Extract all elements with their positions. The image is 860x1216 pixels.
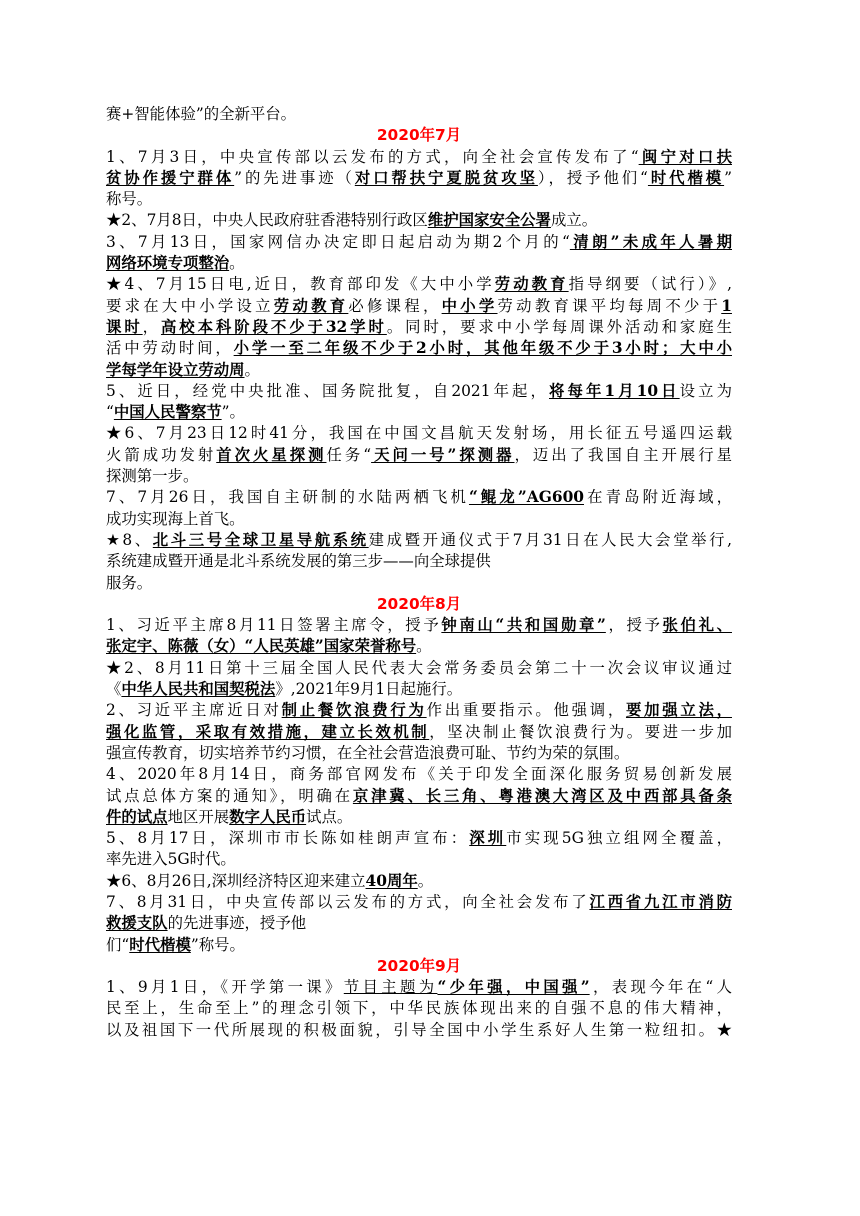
highlighted-keyword: 要加强立法， — [625, 701, 732, 720]
text-line — [106, 509, 732, 530]
text-line — [106, 338, 732, 359]
text-segment: 强宣传教育，切实培养节约习惯，在全社会营造浪费可耻、节约为荣的氛围。 — [106, 743, 630, 762]
highlighted-keyword: 40周年 — [365, 871, 418, 890]
highlighted-keyword: 中国人民警察节 — [113, 403, 222, 422]
text-line — [106, 210, 732, 231]
text-line — [106, 402, 732, 423]
text-line — [106, 466, 732, 487]
highlighted-keyword: 1 — [721, 296, 732, 315]
text-segment: 《 — [106, 680, 122, 699]
text-segment: ”的先进事迹（ — [234, 168, 355, 187]
text-segment: 探测第一步。 — [106, 467, 199, 486]
text-segment: 试点。 — [306, 807, 353, 826]
text-segment: ”。 — [221, 403, 245, 422]
highlighted-keyword: 时代楷模 — [129, 935, 191, 954]
text-segment: 要求在大中小学设立 — [106, 296, 274, 315]
text-line — [106, 786, 732, 807]
text-line — [106, 764, 732, 785]
highlighted-keyword: 学每学年设立劳动周 — [106, 360, 245, 379]
text-segment: 们“ — [106, 935, 130, 954]
text-segment: 7、7月26日，我国自主研制的水陆两栖飞机 — [106, 488, 469, 507]
highlighted-keyword: 课时 — [106, 317, 143, 336]
highlighted-keyword: 维护国家安全公署 — [427, 211, 551, 230]
text-segment: 。 — [416, 637, 432, 656]
text-segment: 在青岛附近海域， — [584, 488, 732, 507]
text-segment: 的先进事迹，授予他 — [167, 914, 307, 933]
text-segment: 。 — [244, 360, 260, 379]
underlined-text: 节目主题为 — [343, 978, 438, 997]
highlighted-keyword: 制止餐饮浪费行为 — [281, 701, 427, 720]
text-line — [106, 722, 732, 743]
text-segment: ），授予他们“ — [537, 168, 648, 187]
text-line — [106, 360, 732, 381]
document-page — [106, 104, 732, 1041]
highlighted-keyword: 深圳 — [469, 829, 507, 848]
text-segment: 任务“ — [326, 445, 372, 464]
highlighted-keyword: 张伯礼、 — [662, 616, 732, 635]
text-line — [106, 658, 732, 679]
text-segment: ， — [142, 317, 161, 336]
highlighted-keyword: 网络环境专项整治 — [106, 254, 230, 273]
text-segment: 2020年7月 — [376, 126, 462, 145]
text-line — [106, 551, 732, 572]
text-segment: 3、7月13日，国家网信办决定即日起启动为期2个月的“ — [106, 232, 570, 251]
highlighted-keyword: 张定宇、陈薇（女）“人民英雄”国家荣誉称号 — [106, 637, 417, 656]
text-line — [106, 1020, 732, 1041]
text-line — [106, 423, 732, 444]
text-line — [106, 487, 732, 508]
highlighted-keyword: “少年强，中国强” — [437, 978, 590, 997]
text-line — [106, 998, 732, 1019]
text-line — [106, 977, 732, 998]
text-line — [106, 935, 732, 956]
text-line — [106, 296, 732, 317]
text-line — [106, 147, 732, 168]
text-segment: ”称号。 — [190, 935, 245, 954]
highlighted-keyword: 劳动教育 — [494, 275, 569, 294]
text-segment: 4、2020年8月14日，商务部官网发布《关于印发全面深化服务贸易创新发展 — [106, 765, 732, 784]
month-heading — [106, 956, 732, 977]
text-segment: ，迈出了我国自主开展行星 — [514, 445, 732, 464]
highlighted-keyword: 首次火星探测 — [216, 445, 327, 464]
highlighted-keyword: 京津冀、长三角、粤港澳大湾区及中西部具备条 — [352, 786, 732, 805]
highlighted-keyword: 小学一至二年级不少于2小时，其他年级不少于3小时；大中小 — [233, 339, 732, 358]
text-line — [106, 871, 732, 892]
highlighted-keyword: 将每年1月10日 — [549, 381, 680, 400]
highlighted-keyword: 件的试点 — [106, 807, 168, 826]
text-segment: 7、8月31日，中央宣传部以云发布的方式，向全社会发布了 — [106, 892, 590, 911]
text-segment: 必修课程， — [348, 296, 442, 315]
highlighted-keyword: 对口帮扶宁夏脱贫攻坚 — [354, 168, 538, 187]
text-segment: 以及祖国下一代所展现的积极面貌，引导全国中小学生系好人生第一粒纽扣。★ — [106, 1020, 732, 1039]
text-segment: ★4、7月15日电,近日，教育部印发《大中小学 — [106, 275, 495, 294]
text-segment: 赛+智能体验”的全新平台。 — [106, 105, 297, 123]
text-line — [106, 573, 732, 594]
text-line — [106, 232, 732, 253]
text-line — [106, 743, 732, 764]
text-segment: 地区开展 — [167, 807, 230, 826]
text-segment: ★2、8月11日第十三届全国人民代表大会常务委员会第二十一次会议审议通过 — [106, 658, 732, 677]
highlighted-keyword: 清朗”未成年人暑期 — [569, 232, 732, 251]
text-line — [106, 253, 732, 274]
highlighted-keyword: 天问一号”探测器 — [371, 445, 515, 464]
highlighted-keyword: 时代楷模 — [647, 168, 725, 187]
text-segment: 。 — [229, 254, 245, 273]
text-segment: 称号。 — [106, 190, 153, 209]
text-segment: ★6、7月23日12时41分，我国在中国文昌航天发射场，用长征五号遥四运载 — [106, 424, 732, 443]
text-line — [106, 168, 732, 189]
text-segment: 率先进入5G时代。 — [106, 850, 236, 869]
text-segment: 系统建成暨开通是北斗系统发展的第三步——向全球提供 — [106, 552, 491, 571]
text-line — [106, 530, 732, 551]
text-segment: 作出重要指示。他强调， — [426, 701, 626, 720]
text-segment: 1、习近平主席8月11日签署主席令，授予 — [106, 616, 442, 635]
month-heading — [106, 125, 732, 146]
text-segment: 劳动教育课平均每周不少于 — [497, 296, 722, 315]
text-line — [106, 636, 732, 657]
text-segment: ★8、 — [106, 530, 153, 549]
text-segment: ，坚决制止餐饮浪费行为。要进一步加 — [429, 722, 732, 741]
text-line — [106, 828, 732, 849]
text-segment: 火箭成功发射 — [106, 445, 217, 464]
text-segment: ★6、8月26日,深圳经济特区迎来建立 — [106, 871, 366, 890]
text-line — [106, 849, 732, 870]
month-heading — [106, 594, 732, 615]
highlighted-keyword: 江西省九江市消防 — [589, 892, 732, 911]
text-segment: 》,2021年9月1日起施行。 — [275, 680, 463, 699]
text-segment: 2、习近平主席近日对 — [106, 701, 282, 720]
text-segment: 。同时，要求中小学每周课外活动和家庭生 — [386, 317, 732, 336]
highlighted-keyword: 闽宁对口扶 — [638, 147, 732, 166]
text-segment: ★2、7月8日，中央人民政府驻香港特别行政区 — [106, 211, 428, 230]
highlighted-keyword: 数字人民币 — [229, 807, 307, 826]
highlighted-keyword: 救援支队 — [106, 914, 168, 933]
text-segment: ” — [724, 168, 732, 187]
text-segment: 。 — [417, 871, 434, 890]
highlighted-keyword: 北斗三号全球卫星导航系统 — [152, 530, 369, 549]
text-segment: 成立。 — [550, 211, 598, 230]
highlighted-keyword: 高校本科阶段不少于32学时 — [160, 317, 387, 336]
text-line — [106, 700, 732, 721]
text-line — [106, 913, 732, 934]
text-line — [106, 807, 732, 828]
text-segment: 服务。 — [106, 573, 153, 592]
highlighted-keyword: 中华人民共和国契税法 — [121, 680, 276, 699]
highlighted-keyword: 强化监管，采取有效措施，建立长效机制 — [106, 722, 430, 741]
text-line — [106, 445, 732, 466]
text-segment: 1、9月1日，《开学第一课》 — [106, 978, 344, 997]
text-segment: ，表现今年在“人 — [589, 978, 732, 997]
text-line — [106, 104, 732, 125]
text-line — [106, 615, 732, 636]
highlighted-keyword: 劳动教育 — [273, 296, 349, 315]
text-segment: 建成暨开通仪式于7月31日在人民大会堂举行, — [368, 530, 732, 549]
text-line — [106, 381, 732, 402]
text-segment: “ — [106, 403, 114, 422]
highlighted-keyword: 钟南山“共和国勋章” — [441, 616, 606, 635]
text-segment: 试点总体方案的通知》，明确在 — [106, 786, 353, 805]
text-line — [106, 274, 732, 295]
text-segment: 民至上，生命至上”的理念引领下，中华民族体现出来的自强不息的伟大精神， — [106, 999, 732, 1018]
text-segment: 成功实现海上首飞。 — [106, 509, 245, 528]
text-segment: 5、8月17日，深圳市市长陈如桂朗声宣布： — [106, 829, 470, 848]
highlighted-keyword: “鲲龙”AG600 — [468, 488, 584, 507]
text-segment: 市实现5G独立组网全覆盖， — [506, 829, 732, 848]
highlighted-keyword: 中小学 — [441, 296, 498, 315]
text-line — [106, 892, 732, 913]
text-segment: 2020年9月 — [376, 956, 462, 975]
text-segment: 活中劳动时间， — [106, 339, 234, 358]
text-segment: 2020年8月 — [376, 594, 462, 613]
text-segment: 1、7月3日，中央宣传部以云发布的方式，向全社会宣传发布了“ — [106, 147, 639, 166]
text-line — [106, 189, 732, 210]
text-line — [106, 679, 732, 700]
text-segment: 5、近日，经党中央批准、国务院批复，自2021年起， — [106, 381, 549, 400]
text-segment: ，授予 — [605, 616, 663, 635]
text-segment: 指导纲要（试行）》, — [568, 275, 732, 294]
text-segment: 设立为 — [679, 381, 732, 400]
highlighted-keyword: 贫协作援宁群体 — [106, 168, 235, 187]
text-line — [106, 317, 732, 338]
